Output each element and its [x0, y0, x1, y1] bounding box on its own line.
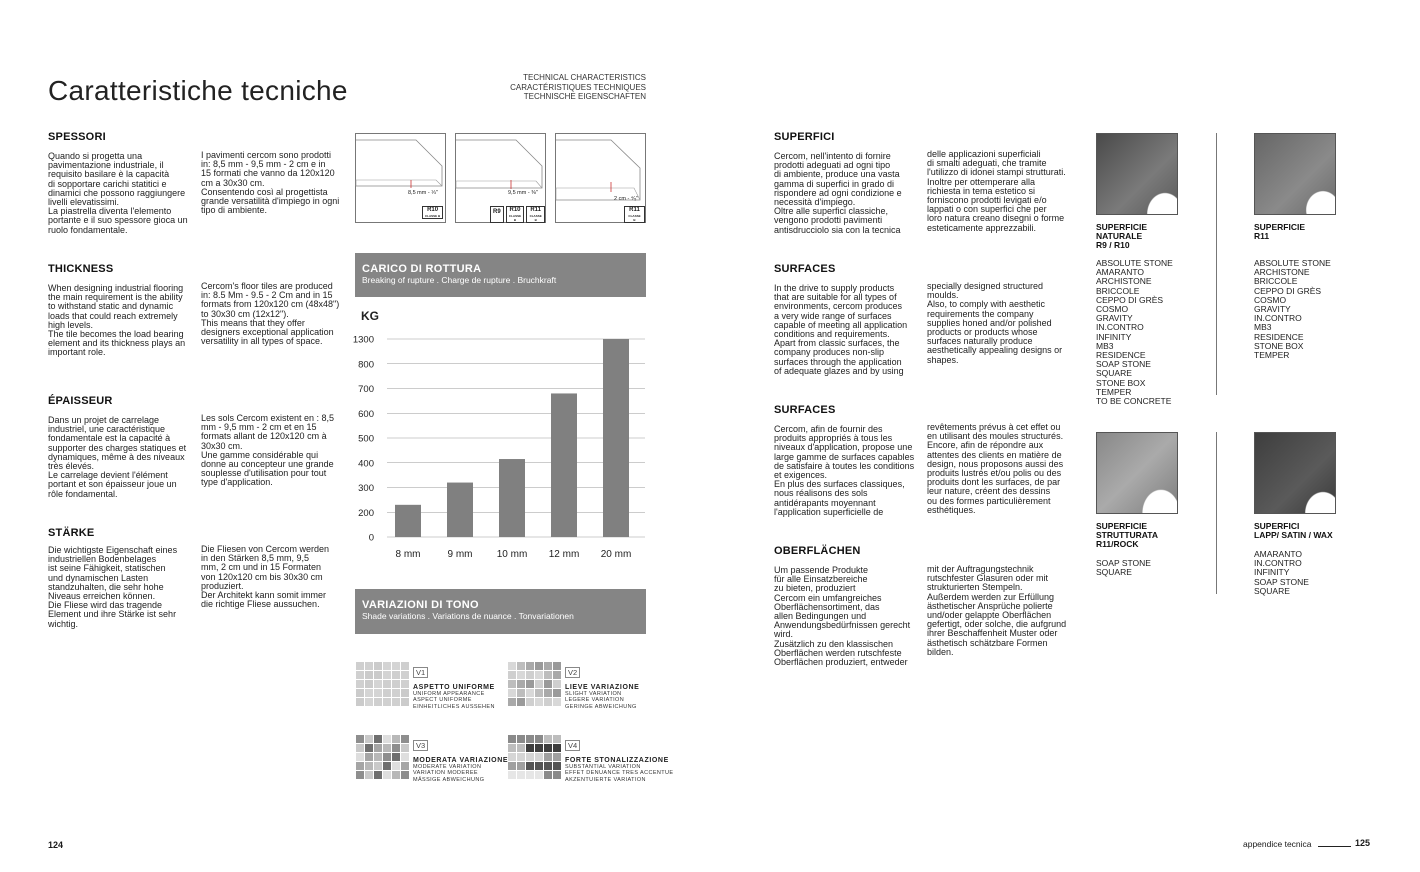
y-axis-label: KG	[361, 309, 379, 323]
page-number: 125	[1355, 838, 1371, 848]
column-divider	[1216, 432, 1217, 594]
bar	[395, 505, 421, 537]
x-tick-label: 9 mm	[447, 549, 473, 560]
tile-dimension: 8,5 mm - ⅓"	[408, 190, 438, 196]
section-text: When designing industrial flooring the main requirement is the ability to withstand static and dynamic loads that could reach extremely high levels. The tile becomes the load bearing element and its thickness plays an important role.	[48, 283, 186, 358]
tone-variation	[508, 735, 673, 783]
surface-list-item: SQUARE	[1096, 567, 1132, 578]
surface-list-item: SOAP STONE	[1254, 576, 1309, 587]
surface-label: SUPERFICIE R11	[1254, 222, 1306, 241]
badge-row	[624, 206, 645, 223]
surface-photo	[1254, 432, 1336, 514]
surface-list-item: TEMPER	[1254, 350, 1290, 361]
y-tick-label: 700	[358, 384, 374, 395]
x-tick-label: 8 mm	[395, 549, 421, 560]
tone-variation-text	[413, 662, 495, 710]
surface-list-item: CEPPO DI GRÈS	[1254, 285, 1322, 296]
surface-list-item: COSMO	[1254, 294, 1287, 305]
y-tick-label: 800	[358, 359, 374, 371]
section-text: Quando si progetta una pavimentazione industriale, il requisito basilare è la capacità di sopportare carichi statitici e dinamici che possono raggiungere livelli elevatissimi. La piastrella diventa l'elemento portante e il suo spessore gioca un ruolo fondamentale.	[48, 151, 188, 235]
section-heading: SURFACES	[774, 404, 836, 416]
surface-photo	[1096, 133, 1178, 215]
subtitle-line: TECHNISCHE EIGENSCHAFTEN	[523, 92, 646, 101]
surface-list-item: MB3	[1254, 322, 1272, 333]
y-tick-label: 300	[358, 483, 374, 494]
surface-list-item: INFINITY	[1254, 567, 1290, 578]
surface-list-item: CEPPO DI GRÈS	[1096, 294, 1164, 305]
tone-variation-text	[565, 735, 673, 783]
surface-photo	[1096, 432, 1178, 514]
tone-title: FORTE STONALIZZAZIONE	[565, 757, 669, 764]
surface-list-item: TO BE CONCRETE	[1096, 396, 1172, 407]
tone-swatch-grid	[356, 735, 409, 783]
slip-badge: R10 CLASSE B	[422, 206, 443, 219]
tone-tag: V3	[413, 740, 428, 751]
section-text: Die Fliesen von Cercom werden in den Stärken 8,5 mm, 9,5 mm, 2 cm und in 15 Formaten von 120x120 cm bis 30x30 cm produziert. Der Architekt kann somit immer die richtige Fliese aussuchen.	[201, 544, 330, 610]
surface-list-item: STONE BOX	[1254, 340, 1304, 351]
tone-swatch-grid	[508, 735, 561, 783]
page-subtitle	[470, 73, 646, 102]
tile-diagram	[355, 133, 446, 223]
badge-row	[490, 206, 545, 223]
surface-label: SUPERFICIE NATURALE R9 / R10	[1096, 222, 1148, 250]
surface-list-item: IN.CONTRO	[1254, 558, 1302, 569]
tone-title: LIEVE VARIAZIONE	[565, 684, 640, 691]
surface-list-item: STONE BOX	[1096, 377, 1146, 388]
tone-variation	[508, 662, 639, 710]
tone-band-subtitle: Shade variations . Variations de nuance . Tonvariationen	[362, 611, 574, 621]
surface-list	[1096, 259, 1206, 406]
section-text: Cercom, nell'intento di fornire prodotti adeguati ad ogni tipo di ambiente, produce una vasta gamma di superfici in grado di rispondere ad ogni condizione e necessità d'impiego. Oltre alle superfici classiche, vengono prodotti pavimenti antisdrucciolo sia con la tecnica	[774, 151, 902, 235]
surface-list-item: INFINITY	[1096, 331, 1132, 342]
y-tick-label: 1300	[352, 334, 374, 346]
tone-translations: SLIGHT VARIATION LEGERE VARIATION GERINGE ABWEICHUNG	[565, 691, 637, 710]
y-tick-label: 600	[358, 408, 374, 420]
section-text: Cercom's floor tiles are produced in: 8.5 Mm - 9.5 - 2 Cm and in 15 formats from 120x120 cm (48x48") to 30x30 cm (12x12"). This means that they offer designers exceptional application versatility in all types of space.	[201, 281, 340, 347]
y-tick-label: 200	[358, 507, 374, 519]
tile-dimension: 2 cm - ⁴⁄₅"	[614, 196, 639, 202]
section-text: Les sols Cercom existent en : 8,5 mm - 9,5 mm - 2 cm et en 15 formats allant de 120x120 cm à 30x30 cm. Une gamme considérable qui donne au concepteur une grande souplesse d'utilisation pour tout type d'application.	[201, 413, 335, 488]
tone-title: ASPETTO UNIFORME	[413, 684, 495, 691]
badge-row	[422, 206, 443, 219]
section-text: Um passende Produkte für alle Einsatzbereiche zu bieten, produziert Cercom ein umfangreiches Oberflächensortiment, das allen Bedingungen und Anwendungsbedürfnissen gerecht wird. Zusätzlich zu den klassischen Oberflächen werden rutschfeste Oberflächen produziert, entweder	[774, 565, 911, 668]
tone-tag: V1	[413, 667, 428, 678]
load-band-title: CARICO DI ROTTURA	[362, 263, 482, 275]
y-tick-label: 500	[358, 433, 374, 445]
column-divider	[1216, 133, 1217, 395]
surface-list-item: IN.CONTRO	[1254, 313, 1302, 324]
footer-rule	[1318, 846, 1351, 847]
surface-list-item: IN.CONTRO	[1096, 322, 1144, 333]
section-text: revêtements prévus à cet effet ou en utilisant des moules structurés. Encore, afin de répondre aux attentes des clients en matière de design, nous proposons aussi des produits lustrés et/ou polis ou des produits dont les surfaces, de par leur nature, créent des dessins ou des formes particulièrement esthétiques.	[927, 422, 1064, 515]
surface-label: SUPERFICIE STRUTTURATA R11/ROCK	[1096, 521, 1159, 549]
tone-translations: UNIFORM APPEARANCE ASPECT UNIFORME EINHEITLICHES AUSSEHEN	[413, 691, 495, 710]
surface-list-item: SQUARE	[1254, 585, 1290, 596]
surface-list	[1096, 559, 1206, 577]
tone-band	[355, 589, 646, 634]
surface-list-item: BRICCOLE	[1254, 276, 1298, 287]
load-band	[355, 253, 646, 297]
tone-variation-text	[413, 735, 508, 783]
x-tick-label: 20 mm	[600, 549, 632, 560]
section-heading: STÄRKE	[48, 527, 95, 539]
tile-diagram	[455, 133, 546, 223]
section-text: delle applicazioni superficiali di smalti adeguati, che tramite l'utilizzo di idonei stampi strutturati. Inoltre per ottemperare alla richiesta in tema estetico si forniscono prodotti levigati e/o lappati o con superfici che per loro natura creano disegni o forme esteticamente apprezzabili.	[927, 149, 1066, 233]
slip-badge: R9	[490, 206, 504, 223]
surface-list-item: ARCHISTONE	[1096, 276, 1152, 287]
surface-list-item: GRAVITY	[1096, 313, 1133, 324]
tile-diagram	[555, 133, 646, 223]
section-heading: SURFACES	[774, 263, 836, 275]
surface-list-item: SQUARE	[1096, 368, 1132, 379]
slip-badge: R11 CLASSE B	[526, 206, 545, 223]
surface-list	[1254, 259, 1364, 360]
section-heading: SPESSORI	[48, 131, 106, 143]
surface-list-item: ABSOLUTE STONE	[1254, 258, 1331, 268]
surface-list-item: RESIDENCE	[1096, 350, 1146, 361]
slip-badge: R11 CLASSE B	[624, 206, 645, 223]
surface-list-item: MB3	[1096, 340, 1114, 351]
section-text: I pavimenti cercom sono prodotti in: 8,5 mm - 9,5 mm - 2 cm e in 15 formati che vanno da 120x120 cm a 30x30 cm. Consentendo così al progettista grande versatilità d'impiego in ogni tipo di ambiente.	[201, 150, 340, 216]
surface-list	[1254, 550, 1364, 596]
y-tick-label: 400	[358, 458, 374, 470]
tone-title: MODERATA VARIAZIONE	[413, 757, 509, 764]
x-tick-label: 10 mm	[496, 549, 528, 560]
page-title: Caratteristiche tecniche	[48, 75, 348, 106]
surface-list-item: SOAP STONE	[1096, 558, 1151, 568]
tone-variation-text	[565, 662, 639, 710]
load-band-subtitle: Breaking of rupture . Charge de rupture . Bruchkraft	[362, 275, 557, 285]
bar	[551, 393, 577, 537]
tone-variation	[356, 735, 508, 783]
subtitle-line: TECHNICAL CHARACTERISTICS	[523, 73, 646, 82]
tone-variation	[356, 662, 495, 710]
surface-label: SUPERFICI LAPP/ SATIN / WAX	[1254, 521, 1333, 540]
section-heading: THICKNESS	[48, 263, 114, 275]
y-tick-label: 0	[368, 532, 374, 544]
section-text: mit der Auftragungstechnik rutschfester Glasuren oder mit strukturierten Stempeln. Außerdem werden zur Erfüllung ästhetischer Ansprüche polierte und/oder gelappte Oberflächen gefertigt, oder solche, die aufgrund ihrer Beschaffenheit Muster oder ästhetisch schätzbare Formen bilden.	[927, 564, 1067, 657]
tone-translations: SUBSTANTIAL VARIATION EFFET DENUANCE TRES ACCENTUE AKZENTUIERTE VARIATION	[565, 764, 674, 783]
surface-list-item: BRICCOLE	[1096, 285, 1140, 296]
tone-swatch-grid	[508, 662, 561, 710]
subtitle-line: CARACTÉRISTIQUES TECHNIQUES	[510, 82, 646, 92]
bar	[447, 483, 473, 537]
section-text: Dans un projet de carrelage industriel, une caractéristique fondamentale est la capacité à supporter des charges statiques et dynamiques, même à des niveaux très élevés. Le carrelage devient l'élément portant et son épaisseur joue un rôle fondamental.	[48, 415, 187, 499]
surface-list-item: ABSOLUTE STONE	[1096, 258, 1173, 268]
surface-list-item: COSMO	[1096, 304, 1129, 315]
tile-dimension: 9,5 mm - ⅜"	[508, 190, 538, 196]
surface-photo	[1254, 133, 1336, 215]
section-text: Cercom, afin de fournir des produits appropriés à tous les niveaux d'application, propose une large gamme de surfaces capables de satisfaire à toutes les conditions et exigences. En plus des surfaces classiques, nous réalisons des sols antidérapants moyennant l'application superficielle de	[774, 424, 915, 517]
bar	[603, 339, 629, 537]
load-chart	[352, 303, 647, 565]
tone-tag: V4	[565, 740, 580, 751]
section-heading: OBERFLÄCHEN	[774, 545, 861, 557]
surface-list-item: GRAVITY	[1254, 304, 1291, 315]
x-tick-label: 12 mm	[548, 549, 580, 560]
bar	[499, 459, 525, 537]
section-text: Die wichtigste Eigenschaft eines industriellen Bodenbelages ist seine Fähigkeit, statischen und dynamischen Lasten standzuhalten, die sehr hohe Niveaus erreichen können. Die Fliese wird das tragende Element und ihre Stärke ist sehr wichtig.	[48, 545, 178, 629]
tone-swatch-grid	[356, 662, 409, 710]
footer-label: appendice tecnica	[1243, 839, 1312, 849]
section-text: In the drive to supply products that are suitable for all types of environments, cercom produces a very wide range of surfaces capable of meeting all application conditions and requirements. Apart from classic surfaces, the company produces non-slip surfaces through the application of adequate glazes and by using	[774, 283, 908, 376]
page-number: 124	[48, 840, 64, 850]
section-text: specially designed structured moulds. Also, to comply with aesthetic requirements the company supplies honed and/or polished products or products whose surfaces naturally produce aesthetically appealing designs or shapes.	[927, 281, 1063, 365]
section-heading: SUPERFICI	[774, 131, 835, 143]
surface-list-item: AMARANTO	[1096, 267, 1145, 278]
surface-list-item: ARCHISTONE	[1254, 267, 1310, 278]
surface-list-item: RESIDENCE	[1254, 331, 1304, 342]
slip-badge: R10 CLASSE B	[506, 206, 525, 223]
tone-band-title: VARIAZIONI DI TONO	[362, 599, 479, 611]
tone-translations: MODERATE VARIATION VARIATION MODEREE MÄSSIGE ABWEICHUNG	[413, 764, 485, 783]
surface-list-item: TEMPER	[1096, 386, 1132, 397]
surface-list-item: SOAP STONE	[1096, 359, 1151, 370]
tone-tag: V2	[565, 667, 580, 678]
section-heading: ÉPAISSEUR	[48, 395, 113, 407]
surface-list-item: AMARANTO	[1254, 549, 1303, 559]
